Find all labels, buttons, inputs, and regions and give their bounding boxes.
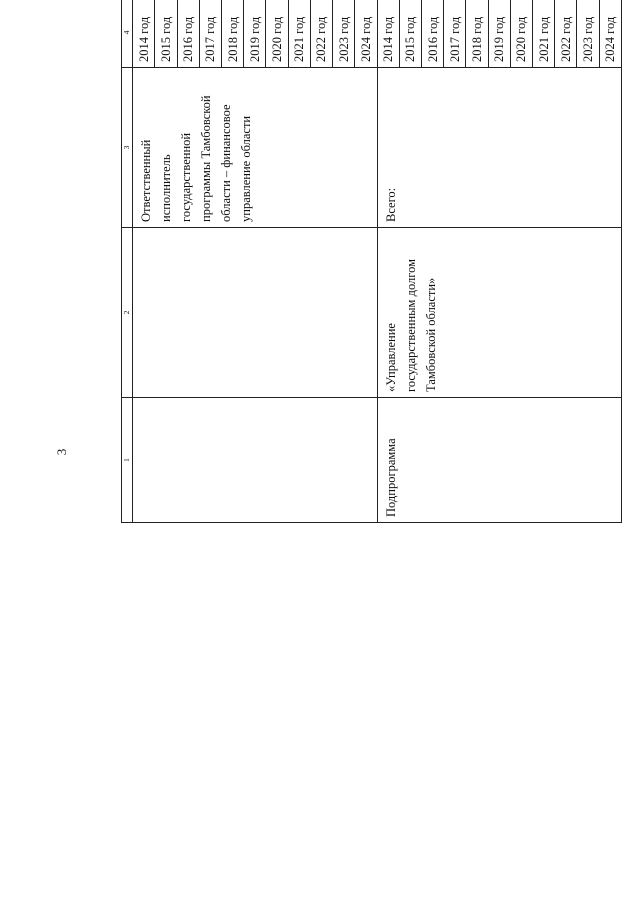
table-area — [121, 16, 622, 874]
column-index-row — [122, 0, 133, 523]
year-cell: 2015 год — [399, 0, 421, 68]
table-row — [377, 0, 399, 523]
year-cell: 2015 год — [155, 0, 177, 68]
year-cell: 2024 год — [599, 0, 621, 68]
budget-table — [121, 0, 622, 523]
year-cell: 2019 год — [488, 0, 510, 68]
executor-cell: Ответственный исполнитель государственной программы Тамбовской области – финансовое управление области — [133, 68, 377, 228]
year-cell: 2020 год — [266, 0, 288, 68]
column-index: 4 — [122, 0, 133, 68]
year-cell: 2019 год — [244, 0, 266, 68]
executor-cell: Всего: — [377, 68, 621, 228]
year-cell: 2021 год — [533, 0, 555, 68]
column-index: 3 — [122, 68, 133, 228]
rotated-table-container — [121, 0, 622, 523]
column-index: 1 — [122, 398, 133, 523]
year-cell: 2017 год — [444, 0, 466, 68]
year-cell: 2023 год — [577, 0, 599, 68]
page-number: 3 — [54, 448, 69, 456]
year-cell: 2017 год — [199, 0, 221, 68]
year-cell: 2016 год — [177, 0, 199, 68]
program-name-cell: «Управление государственным долгом Тамбовской области» — [377, 228, 621, 398]
year-cell: 2020 год — [510, 0, 532, 68]
year-cell: 2018 год — [221, 0, 243, 68]
table-row — [133, 0, 155, 523]
year-cell: 2021 год — [288, 0, 310, 68]
program-kind-cell: Подпрограмма — [377, 398, 621, 523]
column-index: 2 — [122, 228, 133, 398]
year-cell: 2014 год — [377, 0, 399, 68]
year-cell: 2018 год — [466, 0, 488, 68]
program-name-cell — [133, 228, 377, 398]
year-cell: 2024 год — [355, 0, 377, 68]
year-cell: 2022 год — [555, 0, 577, 68]
year-cell: 2016 год — [421, 0, 443, 68]
year-cell: 2022 год — [310, 0, 332, 68]
year-cell: 2014 год — [133, 0, 155, 68]
table-body — [122, 0, 622, 523]
program-kind-cell — [133, 398, 377, 523]
year-cell: 2023 год — [333, 0, 355, 68]
